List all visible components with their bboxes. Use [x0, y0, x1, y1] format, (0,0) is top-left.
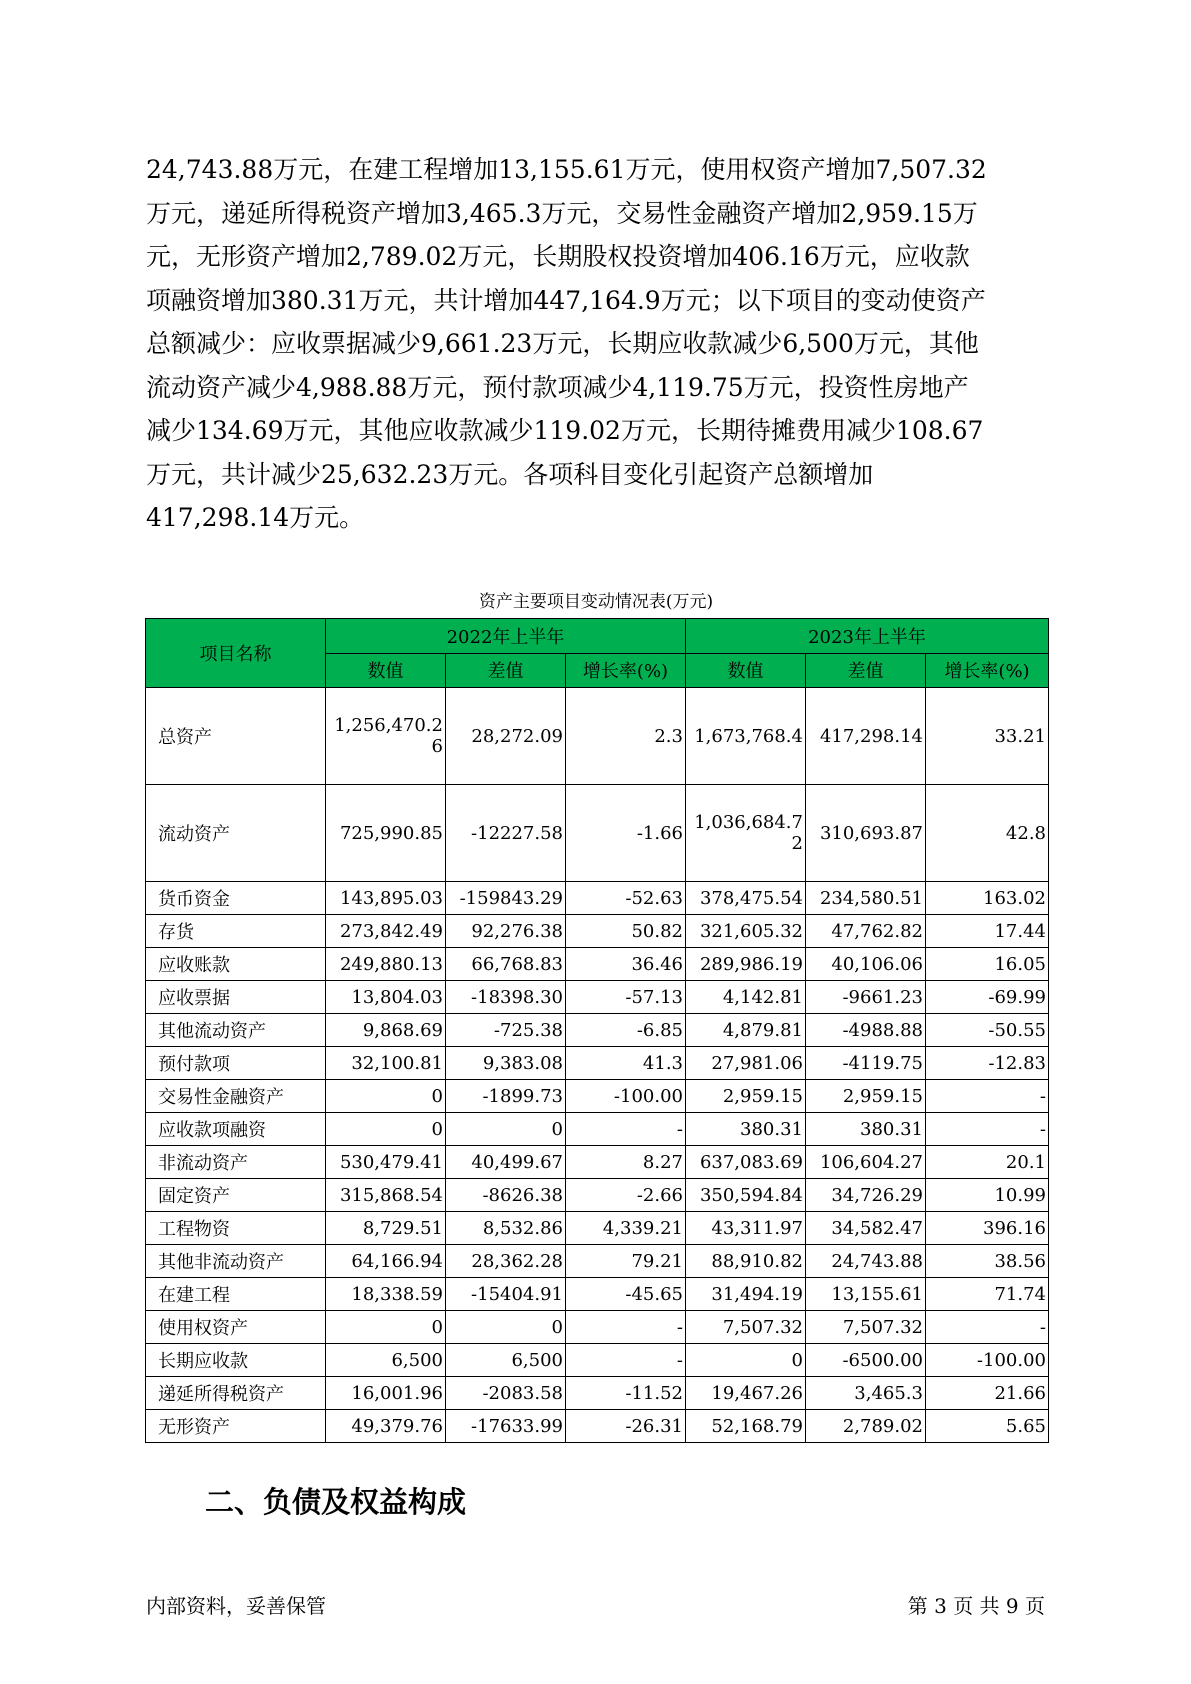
header-diff: 差值 — [806, 653, 926, 688]
table-cell: 637,083.69 — [686, 1146, 806, 1179]
table-cell: -100.00 — [926, 1344, 1049, 1377]
header-growth: 增长率(%) — [566, 653, 686, 688]
table-cell: 2,959.15 — [806, 1080, 926, 1113]
table-cell: -8626.38 — [446, 1179, 566, 1212]
table-cell: -12.83 — [926, 1047, 1049, 1080]
table-row — [146, 1410, 1049, 1443]
table-cell: -1899.73 — [446, 1080, 566, 1113]
paragraph-line: 417,298.14万元。 — [146, 503, 365, 532]
table-cell: 88,910.82 — [686, 1245, 806, 1278]
table-cell: 380.31 — [686, 1113, 806, 1146]
table-cell: 321,605.32 — [686, 915, 806, 948]
table-cell: 530,479.41 — [326, 1146, 446, 1179]
table-cell: - — [566, 1113, 686, 1146]
table-cell: 7,507.32 — [686, 1311, 806, 1344]
table-cell: 27,981.06 — [686, 1047, 806, 1080]
table-cell: -2.66 — [566, 1179, 686, 1212]
table-cell: -4119.75 — [806, 1047, 926, 1080]
row-label: 工程物资 — [146, 1212, 326, 1245]
table-cell: -45.65 — [566, 1278, 686, 1311]
table-cell: -69.99 — [926, 981, 1049, 1014]
table-cell: -2083.58 — [446, 1377, 566, 1410]
table-cell: 42.8 — [926, 785, 1049, 882]
row-label: 总资产 — [146, 688, 326, 785]
table-cell: 273,842.49 — [326, 915, 446, 948]
table-cell: -26.31 — [566, 1410, 686, 1443]
table-cell: 234,580.51 — [806, 882, 926, 915]
table-cell: 16.05 — [926, 948, 1049, 981]
table-cell: -17633.99 — [446, 1410, 566, 1443]
table-cell: 43,311.97 — [686, 1212, 806, 1245]
header-growth: 增长率(%) — [926, 653, 1049, 688]
paragraph-line: 流动资产减少4,988.88万元，预付款项减少4,119.75万元，投资性房地产 — [146, 372, 969, 402]
table-caption: 资产主要项目变动情况表(万元) — [478, 592, 714, 612]
table-cell: 380.31 — [806, 1113, 926, 1146]
row-label: 无形资产 — [146, 1410, 326, 1443]
table-cell: - — [926, 1113, 1049, 1146]
table-cell: 16,001.96 — [326, 1377, 446, 1410]
table-cell: -6500.00 — [806, 1344, 926, 1377]
table-cell: 3,465.3 — [806, 1377, 926, 1410]
table-cell: 31,494.19 — [686, 1278, 806, 1311]
table-row — [146, 1146, 1049, 1179]
table-row — [146, 915, 1049, 948]
table-cell: 0 — [446, 1113, 566, 1146]
header-value: 数值 — [686, 653, 806, 688]
header-diff: 差值 — [446, 653, 566, 688]
table-cell: 47,762.82 — [806, 915, 926, 948]
table-cell: 106,604.27 — [806, 1146, 926, 1179]
row-label: 应收账款 — [146, 948, 326, 981]
table-row — [146, 981, 1049, 1014]
paragraph-line: 总额减少：应收票据减少9,661.23万元，长期应收款减少6,500万元，其他 — [146, 329, 979, 358]
table-row — [146, 1278, 1049, 1311]
table-cell: 40,499.67 — [446, 1146, 566, 1179]
table-cell: -1.66 — [566, 785, 686, 882]
table-cell: - — [566, 1344, 686, 1377]
table-cell: 9,383.08 — [446, 1047, 566, 1080]
table-cell: -159843.29 — [446, 882, 566, 915]
table-cell: 4,142.81 — [686, 981, 806, 1014]
table-cell: 0 — [326, 1311, 446, 1344]
table-cell: 92,276.38 — [446, 915, 566, 948]
table-cell: 0 — [686, 1344, 806, 1377]
table-cell: -9661.23 — [806, 981, 926, 1014]
table-cell: 1,673,768.4 — [686, 688, 806, 785]
table-cell: -6.85 — [566, 1014, 686, 1047]
table-cell: 32,100.81 — [326, 1047, 446, 1080]
table-cell: 163.02 — [926, 882, 1049, 915]
table-cell: 20.1 — [926, 1146, 1049, 1179]
table-row — [146, 1212, 1049, 1245]
table-row — [146, 1311, 1049, 1344]
table-cell: - — [566, 1311, 686, 1344]
table-cell: 52,168.79 — [686, 1410, 806, 1443]
table-cell: 21.66 — [926, 1377, 1049, 1410]
table-cell: 1,036,684.72 — [686, 785, 806, 882]
table-cell: -15404.91 — [446, 1278, 566, 1311]
table-cell: 13,155.61 — [806, 1278, 926, 1311]
row-label: 固定资产 — [146, 1179, 326, 1212]
header-period-2022: 2022年上半年 — [326, 619, 686, 654]
table-body — [146, 688, 1049, 1443]
row-label: 递延所得税资产 — [146, 1377, 326, 1410]
table-cell: 2,959.15 — [686, 1080, 806, 1113]
row-label: 预付款项 — [146, 1047, 326, 1080]
table-cell: 378,475.54 — [686, 882, 806, 915]
table-cell: 7,507.32 — [806, 1311, 926, 1344]
footer-page-number: 第 3 页 共 9 页 — [907, 1594, 1045, 1618]
table-cell: 315,868.54 — [326, 1179, 446, 1212]
row-label: 交易性金融资产 — [146, 1080, 326, 1113]
table-row — [146, 785, 1049, 882]
table-cell: 6,500 — [326, 1344, 446, 1377]
table-cell: 417,298.14 — [806, 688, 926, 785]
table-cell: - — [926, 1311, 1049, 1344]
table-cell: 396.16 — [926, 1212, 1049, 1245]
table-row — [146, 1179, 1049, 1212]
table-cell: 49,379.76 — [326, 1410, 446, 1443]
row-label: 在建工程 — [146, 1278, 326, 1311]
table-cell: 1,256,470.26 — [326, 688, 446, 785]
footer-confidential-note: 内部资料，妥善保管 — [146, 1594, 326, 1618]
table-cell: 71.74 — [926, 1278, 1049, 1311]
table-cell: 66,768.83 — [446, 948, 566, 981]
table-cell: 79.21 — [566, 1245, 686, 1278]
table-cell: 34,582.47 — [806, 1212, 926, 1245]
table-cell: -11.52 — [566, 1377, 686, 1410]
table-cell: -12227.58 — [446, 785, 566, 882]
table-cell: 10.99 — [926, 1179, 1049, 1212]
paragraph-line: 项融资增加380.31万元，共计增加447,164.9万元；以下项目的变动使资产 — [146, 285, 986, 315]
row-label: 其他非流动资产 — [146, 1245, 326, 1278]
paragraph-line: 元，无形资产增加2,789.02万元，长期股权投资增加406.16万元，应收款 — [146, 242, 970, 271]
section-heading: 二、负债及权益构成 — [205, 1485, 467, 1519]
table-cell: 33.21 — [926, 688, 1049, 785]
table-row — [146, 882, 1049, 915]
table-cell: 28,272.09 — [446, 688, 566, 785]
paragraph-line: 万元，递延所得税资产增加3,465.3万元，交易性金融资产增加2,959.15万 — [146, 198, 978, 228]
table-cell: 8.27 — [566, 1146, 686, 1179]
table-cell: -50.55 — [926, 1014, 1049, 1047]
table-cell: 2.3 — [566, 688, 686, 785]
row-label: 存货 — [146, 915, 326, 948]
table-cell: -100.00 — [566, 1080, 686, 1113]
table-cell: 310,693.87 — [806, 785, 926, 882]
table-cell: 34,726.29 — [806, 1179, 926, 1212]
table-cell: 249,880.13 — [326, 948, 446, 981]
table-row — [146, 1344, 1049, 1377]
table-cell: 41.3 — [566, 1047, 686, 1080]
row-label: 应收款项融资 — [146, 1113, 326, 1146]
table-cell: 8,532.86 — [446, 1212, 566, 1245]
table-cell: -52.63 — [566, 882, 686, 915]
table-cell: 4,339.21 — [566, 1212, 686, 1245]
row-label: 长期应收款 — [146, 1344, 326, 1377]
table-cell: 143,895.03 — [326, 882, 446, 915]
header-value: 数值 — [326, 653, 446, 688]
table-cell: 24,743.88 — [806, 1245, 926, 1278]
table-cell: 38.56 — [926, 1245, 1049, 1278]
table-cell: 0 — [326, 1113, 446, 1146]
table-cell: 2,789.02 — [806, 1410, 926, 1443]
row-label: 非流动资产 — [146, 1146, 326, 1179]
table-cell: 0 — [326, 1080, 446, 1113]
table-cell: 289,986.19 — [686, 948, 806, 981]
paragraph-line: 万元，共计减少25,632.23万元。各项科目变化引起资产总额增加 — [146, 459, 874, 489]
table-row — [146, 1014, 1049, 1047]
table-cell: 18,338.59 — [326, 1278, 446, 1311]
table-cell: -4988.88 — [806, 1014, 926, 1047]
table-cell: 5.65 — [926, 1410, 1049, 1443]
paragraph-line: 减少134.69万元，其他应收款减少119.02万元，长期待摊费用减少108.67 — [146, 416, 984, 445]
table-cell: 0 — [446, 1311, 566, 1344]
table-cell: 13,804.03 — [326, 981, 446, 1014]
table-cell: 350,594.84 — [686, 1179, 806, 1212]
table-cell: 9,868.69 — [326, 1014, 446, 1047]
table-row — [146, 1245, 1049, 1278]
table-cell: 6,500 — [446, 1344, 566, 1377]
table-cell: 40,106.06 — [806, 948, 926, 981]
table-cell: 725,990.85 — [326, 785, 446, 882]
header-period-2023: 2023年上半年 — [686, 619, 1049, 654]
body-paragraph — [146, 148, 1046, 540]
table-row — [146, 1047, 1049, 1080]
row-label: 其他流动资产 — [146, 1014, 326, 1047]
row-label: 应收票据 — [146, 981, 326, 1014]
table-cell: 8,729.51 — [326, 1212, 446, 1245]
table-row — [146, 688, 1049, 785]
table-row — [146, 1377, 1049, 1410]
table-row — [146, 948, 1049, 981]
paragraph-line: 24,743.88万元，在建工程增加13,155.61万元，使用权资产增加7,507.32 — [146, 155, 987, 184]
header-item-name: 项目名称 — [146, 619, 326, 688]
table-cell: -725.38 — [446, 1014, 566, 1047]
table-cell: 64,166.94 — [326, 1245, 446, 1278]
table-row — [146, 1080, 1049, 1113]
asset-change-table — [145, 618, 1049, 1443]
table-cell: -57.13 — [566, 981, 686, 1014]
table-cell: 4,879.81 — [686, 1014, 806, 1047]
row-label: 货币资金 — [146, 882, 326, 915]
table-row — [146, 1113, 1049, 1146]
row-label: 使用权资产 — [146, 1311, 326, 1344]
row-label: 流动资产 — [146, 785, 326, 882]
table-cell: 19,467.26 — [686, 1377, 806, 1410]
table-cell: - — [926, 1080, 1049, 1113]
table-cell: 50.82 — [566, 915, 686, 948]
table-cell: 36.46 — [566, 948, 686, 981]
table-cell: 28,362.28 — [446, 1245, 566, 1278]
table-cell: 17.44 — [926, 915, 1049, 948]
table-cell: -18398.30 — [446, 981, 566, 1014]
